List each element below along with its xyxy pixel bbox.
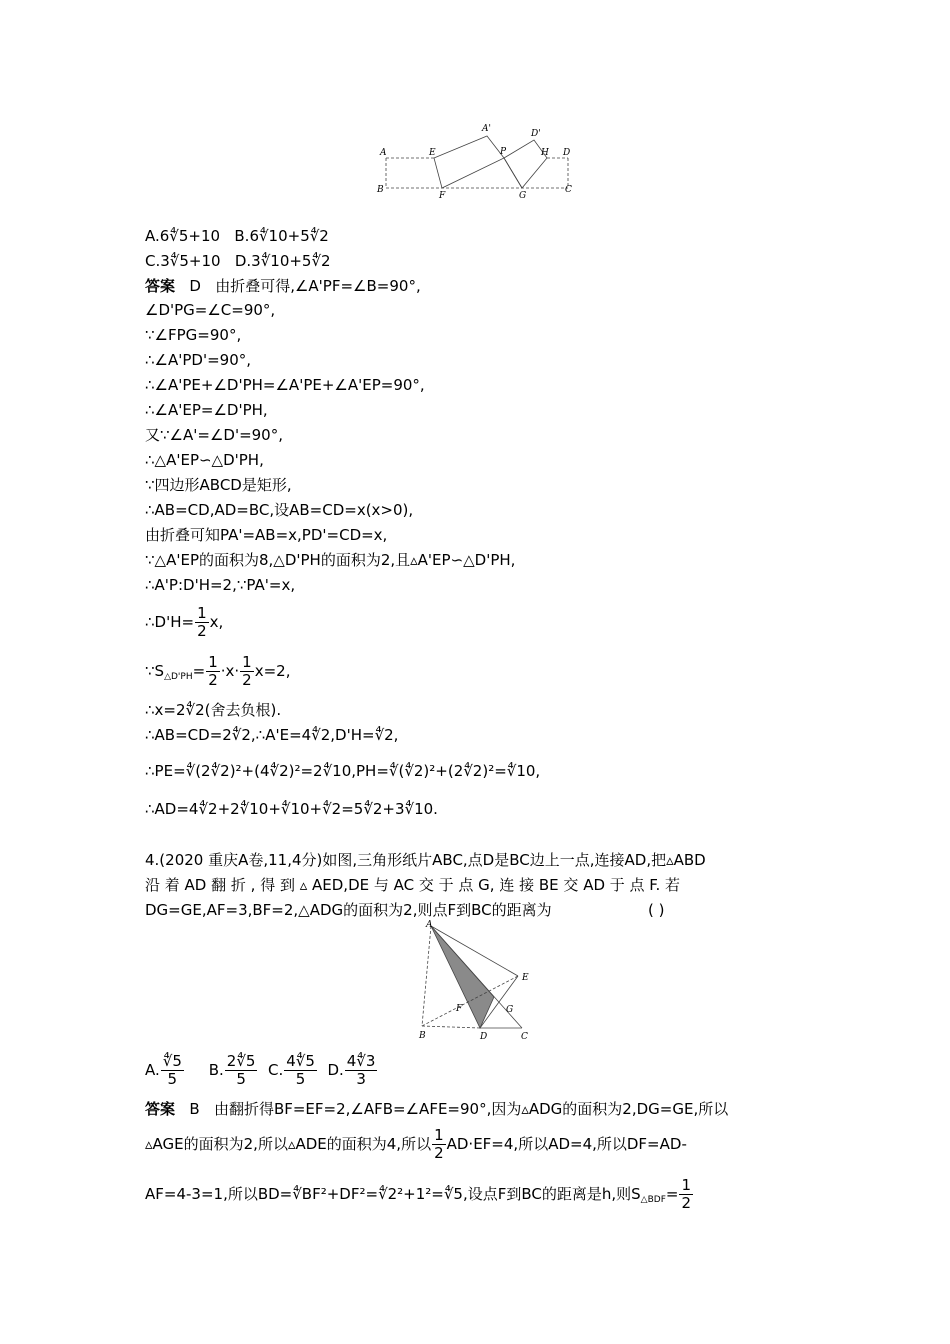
q4-stem-line-3 — [145, 900, 552, 920]
fraction-numerator: 2∜5 — [226, 1052, 256, 1070]
q3-answer-label: 答案 — [145, 277, 176, 295]
fraction-denominator: 2 — [242, 671, 252, 689]
fraction-numerator: 1 — [242, 653, 252, 671]
q4-stem-text: DG=GE,AF=3,BF=2,△ADG的面积为2,则点F到BC的距离为 — [145, 901, 552, 919]
q4-answer-blank: ( ) — [648, 901, 665, 919]
option-letter: D. — [327, 1061, 344, 1079]
fig2-label-d: D — [480, 1032, 488, 1042]
option-letter: A. — [145, 1061, 160, 1079]
q4-answer-line — [145, 1099, 728, 1119]
fig1-label-g: G — [519, 191, 527, 200]
q4-area-subscript: △BDF — [640, 1195, 666, 1205]
q3-solution-line-2: ∠D'PG=∠C=90°, — [145, 301, 276, 319]
q3-solution-line-18: ∴PE=∜(2∜2)²+(4∜2)²=2∜10,PH=∜(∜2)²+(2∜2)²=∜10, — [145, 762, 541, 780]
fraction-numerator: 1 — [681, 1176, 691, 1194]
fig1-label-f: F — [439, 191, 446, 200]
fig1-label-e: E — [429, 148, 436, 158]
q3-solution-line-3: ∵∠FPG=90°, — [145, 326, 242, 344]
q3-answer-letter: D — [189, 277, 201, 295]
fraction-one-half — [206, 654, 220, 689]
q3-answer-line — [145, 276, 421, 296]
option-letter: B. — [208, 1061, 224, 1079]
fig1-label-a-prime: A' — [482, 124, 491, 134]
q4-option-c — [267, 1052, 318, 1088]
fig1-label-c: C — [565, 185, 572, 195]
q4-solution-line-2-start: ▵AGE的面积为2,所以▵ADE的面积为4,所以 — [145, 1135, 432, 1153]
q3-solution-line-9: ∵四边形ABCD是矩形, — [145, 476, 292, 494]
q3-option-c: C.3∜5+10 — [145, 252, 221, 270]
fraction-denominator: 2 — [681, 1194, 691, 1212]
fraction-numerator: 1 — [208, 653, 218, 671]
fig2-label-e: E — [522, 973, 529, 983]
fig2-label-f: F — [456, 1004, 463, 1014]
q3-solution-line-17: ∴AB=CD=2∜2,∴A'E=4∜2,D'H=∜2, — [145, 726, 399, 744]
fraction-numerator: 1 — [434, 1126, 444, 1144]
q4-area-equals: = — [665, 1185, 679, 1203]
fig1-label-h: H — [541, 148, 549, 158]
fraction-one-half — [195, 605, 209, 640]
q3-solution-line-4: ∴∠A'PD'=90°, — [145, 351, 252, 369]
q4-option-b — [208, 1052, 259, 1088]
q3-solution-line-11: 由折叠可知PA'=AB=x,PD'=CD=x, — [145, 526, 388, 544]
fraction-denominator: 5 — [295, 1070, 306, 1088]
q3-solution-line-10: ∴AB=CD,AD=BC,设AB=CD=x(x>0), — [145, 501, 414, 519]
q3-solution-line-12: ∵△A'EP的面积为8,△D'PH的面积为2,且▵A'EP∽△D'PH, — [145, 551, 516, 569]
option-b-fraction — [225, 1053, 258, 1088]
fraction-one-half — [432, 1127, 446, 1162]
q3-option-a: A.6∜5+10 — [145, 227, 221, 245]
fraction-numerator: 1 — [197, 604, 207, 622]
figure-folded-rectangle — [372, 118, 584, 200]
fraction-denominator: 5 — [236, 1070, 246, 1088]
fraction-denominator: 3 — [356, 1070, 366, 1088]
q3-dh-suffix: x, — [209, 613, 224, 631]
q3-solution-line-16: ∴x=2∜2(舍去负根). — [145, 701, 282, 719]
option-c-fraction — [284, 1053, 317, 1088]
q3-solution-line-7: 又∵∠A'=∠D'=90°, — [145, 426, 283, 444]
option-d-fraction — [345, 1053, 378, 1088]
fig1-label-d: D — [563, 148, 571, 158]
option-a-fraction — [161, 1053, 184, 1088]
fraction-numerator: 4∜3 — [346, 1052, 376, 1070]
q4-solution-line-1: 由翻折得BF=EF=2,∠AFB=∠AFE=90°,因为▵ADG的面积为2,DG=GE,所以 — [213, 1100, 729, 1118]
fig2-label-a: A — [426, 920, 433, 930]
fig1-label-p: P — [500, 147, 507, 157]
q4-option-d — [327, 1052, 378, 1088]
q3-solution-line-15 — [145, 652, 290, 690]
fig1-label-b: B — [377, 185, 384, 195]
q4-stem-line-1: 4.(2020 重庆A卷,11,4分)如图,三角形纸片ABC,点D是BC边上一点,连接AD,把▵ABD — [145, 851, 706, 869]
q3-area-mid: ·x· — [220, 662, 240, 680]
q4-solution-line-2 — [145, 1124, 687, 1164]
q4-solution-line-2-end: AD·EF=4,所以AD=4,所以DF=AD- — [446, 1135, 687, 1153]
q4-solution-line-3-start: AF=4-3=1,所以BD=∜BF²+DF²=∜2²+1²=∜5,设点F到BC的距离是h,则S — [145, 1185, 641, 1203]
q3-solution-line-6: ∴∠A'EP=∠D'PH, — [145, 401, 268, 419]
fraction-one-half — [240, 654, 254, 689]
fraction-denominator: 2 — [434, 1144, 444, 1162]
q3-option-d: D.3∜10+5∜2 — [234, 252, 331, 270]
q4-stem-line-2: 沿 着 AD 翻 折 , 得 到 ▵ AED,DE 与 AC 交 于 点 G, 连 接 BE 交 AD 于 点 F. 若 — [145, 876, 681, 894]
q4-option-a — [145, 1052, 185, 1088]
fraction-numerator: ∜5 — [162, 1052, 182, 1070]
fraction-one-half — [679, 1177, 693, 1212]
q3-solution-line-14 — [145, 603, 223, 641]
fig2-label-g: G — [506, 1005, 514, 1015]
fraction-denominator: 2 — [197, 622, 207, 640]
q3-options-row-2 — [145, 251, 331, 271]
q3-option-b: B.6∜10+5∜2 — [234, 227, 329, 245]
fig2-label-b: B — [419, 1031, 426, 1041]
fraction-numerator: 4∜5 — [286, 1052, 315, 1070]
q3-area-prefix: ∵S — [145, 662, 165, 680]
figure-folded-triangle — [414, 918, 540, 1042]
q3-area-subscript: △D'PH — [164, 672, 193, 682]
q3-options-row-1 — [145, 226, 329, 246]
q4-answer-letter: B — [189, 1100, 200, 1118]
q3-solution-line-19: ∴AD=4∜2+2∜10+∜10+∜2=5∜2+3∜10. — [145, 800, 438, 818]
fig1-label-a: A — [380, 148, 387, 158]
q4-answer-label: 答案 — [145, 1100, 176, 1118]
fraction-denominator: 5 — [167, 1070, 178, 1088]
option-letter: C. — [267, 1061, 284, 1079]
fraction-denominator: 2 — [208, 671, 218, 689]
q4-options-row — [145, 1048, 378, 1092]
q3-solution-line-13: ∴A'P:D'H=2,∵PA'=x, — [145, 576, 296, 594]
fig1-label-d-prime: D' — [531, 129, 541, 139]
q4-solution-line-3 — [145, 1174, 694, 1214]
fig2-label-c: C — [521, 1032, 528, 1042]
q3-area-suffix: x=2, — [254, 662, 291, 680]
q3-area-equals: = — [192, 662, 206, 680]
q3-solution-line-5: ∴∠A'PE+∠D'PH=∠A'PE+∠A'EP=90°, — [145, 376, 425, 394]
q3-solution-line-8: ∴△A'EP∽△D'PH, — [145, 451, 264, 469]
q3-dh-prefix: ∴D'H= — [145, 613, 195, 631]
q3-solution-line-1: 由折叠可得,∠A'PF=∠B=90°, — [215, 277, 421, 295]
